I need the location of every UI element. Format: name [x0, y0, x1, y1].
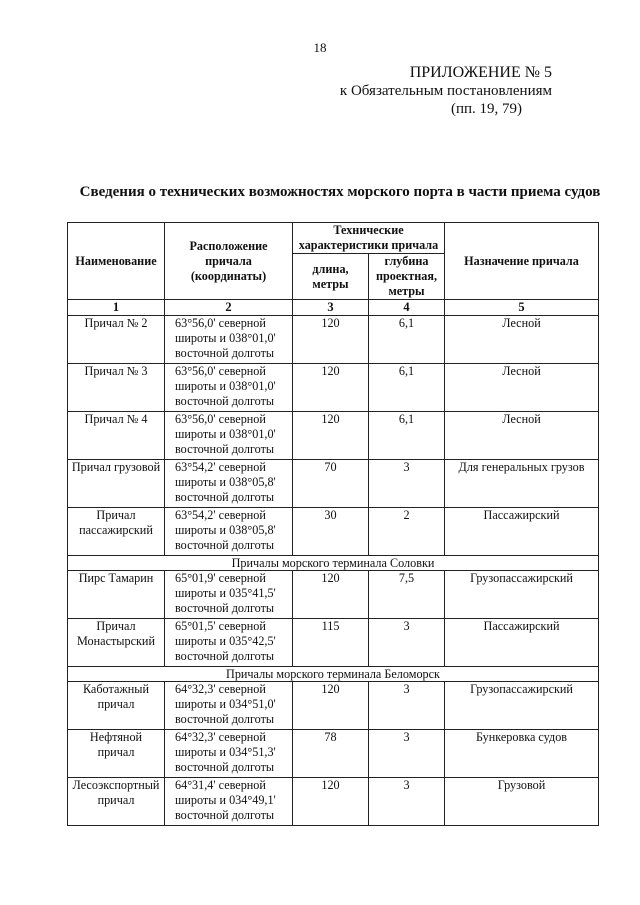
berth-purpose: Пассажирский [445, 619, 599, 667]
berth-depth: 2 [369, 508, 445, 556]
berth-name: Причал грузовой [68, 460, 165, 508]
berths-table [67, 222, 599, 826]
berth-depth: 3 [369, 778, 445, 826]
berth-depth: 6,1 [369, 364, 445, 412]
berth-name: Нефтяной причал [68, 730, 165, 778]
berth-purpose: Лесной [445, 364, 599, 412]
table-row [68, 730, 599, 778]
berth-length: 30 [293, 508, 369, 556]
berth-purpose: Лесной [445, 316, 599, 364]
appendix-paragraphs: (пп. 19, 79) [450, 101, 522, 117]
document-heading: Сведения о технических возможностях морского порта в части приема судов [79, 184, 601, 200]
section-title-solovki: Причалы морского терминала Соловки [68, 556, 599, 571]
header-location: Расположение причала (координаты) [165, 223, 293, 300]
appendix-block [340, 64, 552, 118]
section-title-belomorsk: Причалы морского терминала Беломорск [68, 667, 599, 682]
header-name: Наименование [68, 223, 165, 300]
berth-name: Причал № 4 [68, 412, 165, 460]
berth-name: Пирс Тамарин [68, 571, 165, 619]
berth-depth: 6,1 [369, 412, 445, 460]
berth-coordinates: 64°32,3' северной широты и 034°51,0' восточной долготы [165, 682, 293, 730]
appendix-title: ПРИЛОЖЕНИЕ № 5 [409, 64, 552, 81]
berth-name: Причал пассажирский [68, 508, 165, 556]
berth-coordinates: 65°01,9' северной широты и 035°41,5' восточной долготы [165, 571, 293, 619]
berth-coordinates: 64°31,4' северной широты и 034°49,1' восточной долготы [165, 778, 293, 826]
berth-purpose: Пассажирский [445, 508, 599, 556]
header-depth: глубина проектная, метры [369, 254, 445, 300]
column-number: 3 [293, 300, 369, 316]
table-row [68, 682, 599, 730]
table-row [68, 364, 599, 412]
berth-purpose: Грузопассажирский [445, 571, 599, 619]
appendix-reference: к Обязательным постановлениям [339, 83, 552, 99]
table-row [68, 778, 599, 826]
berth-length: 70 [293, 460, 369, 508]
berth-length: 120 [293, 412, 369, 460]
berth-name: Причал № 3 [68, 364, 165, 412]
page-number: 18 [313, 40, 327, 55]
berth-coordinates: 64°32,3' северной широты и 034°51,3' восточной долготы [165, 730, 293, 778]
berth-coordinates: 63°56,0' северной широты и 038°01,0' восточной долготы [165, 316, 293, 364]
berth-depth: 3 [369, 730, 445, 778]
berth-coordinates: 63°56,0' северной широты и 038°01,0' восточной долготы [165, 364, 293, 412]
berth-depth: 7,5 [369, 571, 445, 619]
table-row [68, 619, 599, 667]
table-row [68, 460, 599, 508]
section-row [68, 556, 599, 571]
berth-name: Причал № 2 [68, 316, 165, 364]
berth-length: 120 [293, 364, 369, 412]
berth-coordinates: 65°01,5' северной широты и 035°42,5' восточной долготы [165, 619, 293, 667]
berth-purpose: Бункеровка судов [445, 730, 599, 778]
berth-length: 120 [293, 778, 369, 826]
column-number: 2 [165, 300, 293, 316]
berth-depth: 6,1 [369, 316, 445, 364]
table-row [68, 412, 599, 460]
berth-purpose: Для генеральных грузов [445, 460, 599, 508]
berth-length: 120 [293, 571, 369, 619]
column-number: 1 [68, 300, 165, 316]
section-row [68, 667, 599, 682]
berth-purpose: Грузопассажирский [445, 682, 599, 730]
berth-depth: 3 [369, 619, 445, 667]
berth-depth: 3 [369, 682, 445, 730]
berth-depth: 3 [369, 460, 445, 508]
berth-name: Каботажный причал [68, 682, 165, 730]
header-tech: Технические характеристики причала [293, 223, 445, 254]
berth-length: 120 [293, 682, 369, 730]
berth-purpose: Лесной [445, 412, 599, 460]
column-number: 5 [445, 300, 599, 316]
berth-coordinates: 63°56,0' северной широты и 038°01,0' восточной долготы [165, 412, 293, 460]
column-number: 4 [369, 300, 445, 316]
table-row [68, 316, 599, 364]
table-row [68, 508, 599, 556]
berth-purpose: Грузовой [445, 778, 599, 826]
berth-length: 78 [293, 730, 369, 778]
header-length: длина, метры [293, 254, 369, 300]
table-row [68, 571, 599, 619]
berth-coordinates: 63°54,2' северной широты и 038°05,8' восточной долготы [165, 508, 293, 556]
berth-length: 120 [293, 316, 369, 364]
berth-name: Причал Монастырский [68, 619, 165, 667]
berth-name: Лесоэкспортный причал [68, 778, 165, 826]
header-purpose: Назначение причала [445, 223, 599, 300]
berth-length: 115 [293, 619, 369, 667]
berth-coordinates: 63°54,2' северной широты и 038°05,8' восточной долготы [165, 460, 293, 508]
